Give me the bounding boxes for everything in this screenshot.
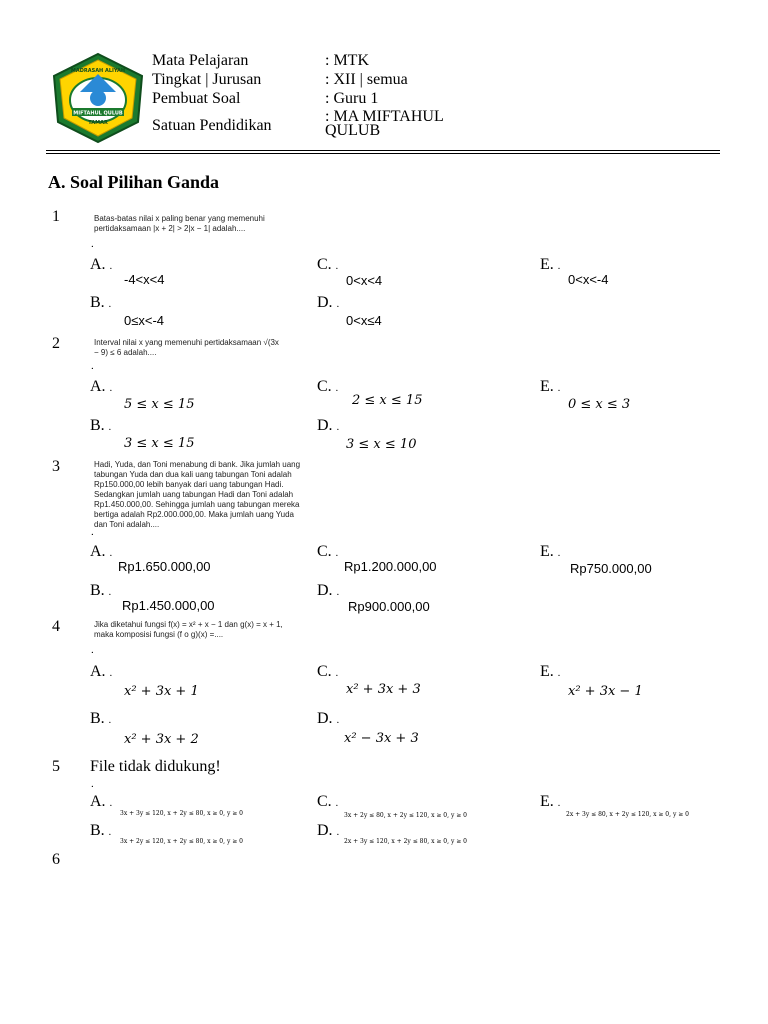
option-e-value: 2x + 3y ≤ 80, x + 2y ≤ 120, x ≥ 0, y ≥ 0 xyxy=(566,811,689,818)
logo-text-top: MADRASAH ALIYAH xyxy=(70,68,126,74)
option-c-value: 3x + 2y ≤ 80, x + 2y ≤ 120, x ≥ 0, y ≥ 0 xyxy=(344,812,467,819)
option-e-value: x² + 3x − 1 xyxy=(568,684,643,699)
option-a-value: x² + 3x + 1 xyxy=(124,684,199,699)
option-e-label[interactable]: E. . xyxy=(540,378,561,395)
option-a-value: -4<x<4 xyxy=(124,272,165,287)
logo-text-bottom: TAMAR xyxy=(88,120,108,126)
option-b-value: Rp1.450.000,00 xyxy=(122,598,215,613)
header-label-author: Pembuat Soal xyxy=(152,90,241,107)
option-a-label[interactable]: A. . xyxy=(90,378,113,395)
header-divider-bottom xyxy=(46,153,720,154)
option-c-label[interactable]: C. . xyxy=(317,663,339,680)
bullet-dot: . xyxy=(91,778,94,790)
question-number: 3 xyxy=(52,458,60,475)
option-e-value: Rp750.000,00 xyxy=(570,561,652,576)
option-b-value: 3x + 2y ≤ 120, x + 2y ≤ 80, x ≥ 0, y ≥ 0 xyxy=(120,838,243,845)
option-d-value: x² − 3x + 3 xyxy=(344,731,419,746)
option-e-label[interactable]: E. . xyxy=(540,543,561,560)
option-b-value: x² + 3x + 2 xyxy=(124,732,199,747)
option-d-value: 3 ≤ x ≤ 10 xyxy=(346,437,417,452)
header-label-school: Satuan Pendidikan xyxy=(152,117,272,134)
header-divider-top xyxy=(46,150,720,151)
option-b-value: 3 ≤ x ≤ 15 xyxy=(124,436,195,451)
option-e-label[interactable]: E. . xyxy=(540,256,561,273)
question-text: File tidak didukung! xyxy=(90,758,221,775)
option-d-value: Rp900.000,00 xyxy=(348,599,430,614)
question-number: 2 xyxy=(52,335,60,352)
option-a-value: 3x + 3y ≤ 120, x + 2y ≤ 80, x ≥ 0, y ≥ 0 xyxy=(120,810,243,817)
option-c-label[interactable]: C. . xyxy=(317,793,339,810)
option-d-value: 0<x≤4 xyxy=(346,313,382,328)
option-b-value: 0≤x<-4 xyxy=(124,313,165,328)
header-value-grade: : XII | semua xyxy=(325,71,408,88)
question-text: Jika diketahui fungsi f(x) = x² + x − 1 dan g(x) = x + 1, maka komposisi fungsi (f o g)(x) =.... xyxy=(94,620,283,639)
option-c-value: Rp1.200.000,00 xyxy=(344,559,437,574)
question-number: 4 xyxy=(52,618,60,635)
question-text: Interval nilai x yang memenuhi pertidaksamaan √(3x − 9) ≤ 6 adalah.... xyxy=(94,338,279,357)
option-a-value: Rp1.650.000,00 xyxy=(118,559,211,574)
option-b-label[interactable]: B. . xyxy=(90,710,112,727)
question-text: Hadi, Yuda, dan Toni menabung di bank. Jika jumlah uang tabungan Yuda dan dua kali uang tabungan Toni adalah Rp150.000,00 lebih banyak dari uang tabungan Hadi. Sedangkan jumlah uang tabungan Hadi dan Toni adalah Rp1.450.000,00. Sehingga jumlah uang tabungan mereka bertiga adalah Rp2.000.000,00. Maka jumlah uang Yuda dan Toni adalah.... xyxy=(94,460,301,529)
option-e-value: 0<x<-4 xyxy=(568,272,609,287)
header-value-school: : MA MIFTAHUL QULUB xyxy=(325,108,444,139)
bullet-dot: . xyxy=(91,360,94,372)
option-c-label[interactable]: C. . xyxy=(317,543,339,560)
question-number: 5 xyxy=(52,758,60,775)
option-c-label[interactable]: C. . xyxy=(317,256,339,273)
section-title: A. Soal Pilihan Ganda xyxy=(48,172,220,192)
option-a-label[interactable]: A. . xyxy=(90,256,113,273)
option-e-value: 0 ≤ x ≤ 3 xyxy=(568,397,631,412)
option-d-label[interactable]: D. . xyxy=(317,710,340,727)
logo-text-band: MIFTAHUL QULUB xyxy=(73,110,123,117)
option-d-label[interactable]: D. . xyxy=(317,294,340,311)
option-c-value: 2 ≤ x ≤ 15 xyxy=(352,393,423,408)
option-a-label[interactable]: A. . xyxy=(90,663,113,680)
bullet-dot: . xyxy=(91,238,94,250)
header-label-subject: Mata Pelajaran xyxy=(152,52,249,69)
option-d-label[interactable]: D. . xyxy=(317,582,340,599)
question-number: 1 xyxy=(52,208,60,225)
option-e-label[interactable]: E. . xyxy=(540,663,561,680)
header-label-grade: Tingkat | Jurusan xyxy=(152,71,262,88)
option-a-label[interactable]: A. . xyxy=(90,543,113,560)
option-b-label[interactable]: B. . xyxy=(90,822,112,839)
header-value-subject: : MTK xyxy=(325,52,369,69)
option-b-label[interactable]: B. . xyxy=(90,417,112,434)
option-d-value: 2x + 3y ≤ 120, x + 2y ≤ 80, x ≥ 0, y ≥ 0 xyxy=(344,838,467,845)
option-c-label[interactable]: C. . xyxy=(317,378,339,395)
option-c-value: x² + 3x + 3 xyxy=(346,682,421,697)
option-a-value: 5 ≤ x ≤ 15 xyxy=(124,397,195,412)
option-b-label[interactable]: B. . xyxy=(90,294,112,311)
header-value-author: : Guru 1 xyxy=(325,90,379,107)
bullet-dot: . xyxy=(91,526,94,538)
option-d-label[interactable]: D. . xyxy=(317,417,340,434)
option-d-label[interactable]: D. . xyxy=(317,822,340,839)
question-number: 6 xyxy=(52,851,60,868)
option-e-label[interactable]: E. . xyxy=(540,793,561,810)
bullet-dot: . xyxy=(91,644,94,656)
option-a-label[interactable]: A. . xyxy=(90,793,113,810)
option-b-label[interactable]: B. . xyxy=(90,582,112,599)
school-logo xyxy=(50,52,146,144)
option-c-value: 0<x<4 xyxy=(346,273,383,288)
question-text: Batas-batas nilai x paling benar yang memenuhi pertidaksamaan |x + 2| > 2|x − 1| adalah.... xyxy=(94,214,265,233)
